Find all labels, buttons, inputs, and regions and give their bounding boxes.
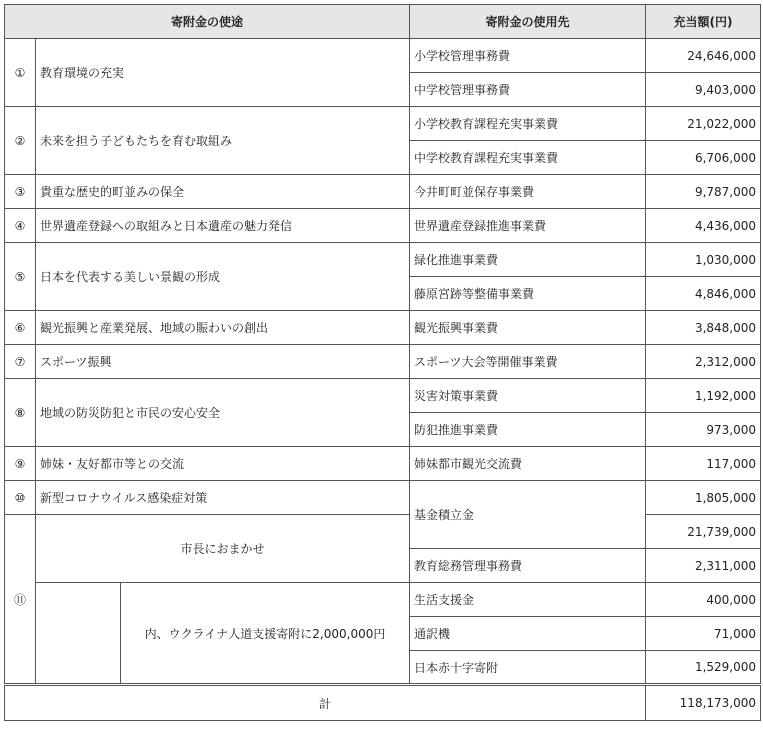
usage-cell: 中学校管理事務費 (410, 73, 646, 107)
table-row (5, 39, 761, 73)
usage-cell: 緑化推進事業費 (410, 243, 646, 277)
purpose-cell: 姉妹・友好都市等との交流 (36, 447, 410, 481)
total-row (5, 685, 761, 721)
row-number: ⑩ (5, 481, 36, 515)
table-row (5, 515, 761, 549)
row-number: ⑥ (5, 311, 36, 345)
purpose-cell: 貴重な歴史的町並みの保全 (36, 175, 410, 209)
row-number: ⑨ (5, 447, 36, 481)
usage-cell: 生活支援金 (410, 583, 646, 617)
usage-cell: 世界遺産登録推進事業費 (410, 209, 646, 243)
amount-cell: 9,403,000 (646, 73, 761, 107)
row-number: ② (5, 107, 36, 175)
row-number: ⑪ (5, 515, 36, 685)
usage-cell: 藤原宮跡等整備事業費 (410, 277, 646, 311)
purpose-cell: スポーツ振興 (36, 345, 410, 379)
usage-cell: 観光振興事業費 (410, 311, 646, 345)
amount-cell: 400,000 (646, 583, 761, 617)
usage-cell: 通訳機 (410, 617, 646, 651)
purpose-cell: 世界遺産登録への取組みと日本遺産の魅力発信 (36, 209, 410, 243)
usage-cell: 小学校管理事務費 (410, 39, 646, 73)
row-number: ④ (5, 209, 36, 243)
sub-purpose-cell: 内、ウクライナ人道支援寄附に2,000,000円 (121, 583, 410, 685)
purpose-cell: 未来を担う子どもたちを育む取組み (36, 107, 410, 175)
amount-cell: 973,000 (646, 413, 761, 447)
total-label: 計 (5, 685, 646, 721)
table-row (5, 379, 761, 413)
usage-cell: 教育総務管理事務費 (410, 549, 646, 583)
row-number: ⑤ (5, 243, 36, 311)
row-number: ⑦ (5, 345, 36, 379)
amount-cell: 21,739,000 (646, 515, 761, 549)
header-purpose: 寄附金の使途 (5, 5, 410, 39)
table-row (5, 447, 761, 481)
table-row (5, 107, 761, 141)
purpose-cell: 市長におまかせ (36, 515, 410, 583)
amount-cell: 21,022,000 (646, 107, 761, 141)
row-number: ③ (5, 175, 36, 209)
amount-cell: 1,192,000 (646, 379, 761, 413)
usage-cell: 災害対策事業費 (410, 379, 646, 413)
amount-cell: 6,706,000 (646, 141, 761, 175)
amount-cell: 2,312,000 (646, 345, 761, 379)
table-row (5, 175, 761, 209)
amount-cell: 2,311,000 (646, 549, 761, 583)
table-row (5, 583, 761, 617)
spacer-cell (36, 583, 121, 685)
usage-cell: 姉妹都市観光交流費 (410, 447, 646, 481)
row-number: ① (5, 39, 36, 107)
table-row (5, 209, 761, 243)
purpose-cell: 新型コロナウイルス感染症対策 (36, 481, 410, 515)
amount-cell: 9,787,000 (646, 175, 761, 209)
amount-cell: 4,436,000 (646, 209, 761, 243)
amount-cell: 24,646,000 (646, 39, 761, 73)
usage-cell: 今井町町並保存事業費 (410, 175, 646, 209)
amount-cell: 1,529,000 (646, 651, 761, 685)
purpose-cell: 日本を代表する美しい景観の形成 (36, 243, 410, 311)
amount-cell: 1,805,000 (646, 481, 761, 515)
header-amount: 充当額(円) (646, 5, 761, 39)
amount-cell: 3,848,000 (646, 311, 761, 345)
fund-usage-cell: 基金積立金 (410, 481, 646, 549)
amount-cell: 4,846,000 (646, 277, 761, 311)
purpose-cell: 地域の防災防犯と市民の安心安全 (36, 379, 410, 447)
amount-cell: 71,000 (646, 617, 761, 651)
total-amount: 118,173,000 (646, 685, 761, 721)
row-number: ⑧ (5, 379, 36, 447)
usage-cell: 中学校教育課程充実事業費 (410, 141, 646, 175)
table-row (5, 481, 761, 515)
purpose-cell: 教育環境の充実 (36, 39, 410, 107)
donation-usage-table (4, 4, 761, 721)
amount-cell: 117,000 (646, 447, 761, 481)
table-row (5, 243, 761, 277)
table-header-row (5, 5, 761, 39)
purpose-cell: 観光振興と産業発展、地域の賑わいの創出 (36, 311, 410, 345)
usage-cell: スポーツ大会等開催事業費 (410, 345, 646, 379)
usage-cell: 小学校教育課程充実事業費 (410, 107, 646, 141)
usage-cell: 日本赤十字寄附 (410, 651, 646, 685)
header-usage: 寄附金の使用先 (410, 5, 646, 39)
table-row (5, 311, 761, 345)
table-row (5, 345, 761, 379)
amount-cell: 1,030,000 (646, 243, 761, 277)
usage-cell: 防犯推進事業費 (410, 413, 646, 447)
